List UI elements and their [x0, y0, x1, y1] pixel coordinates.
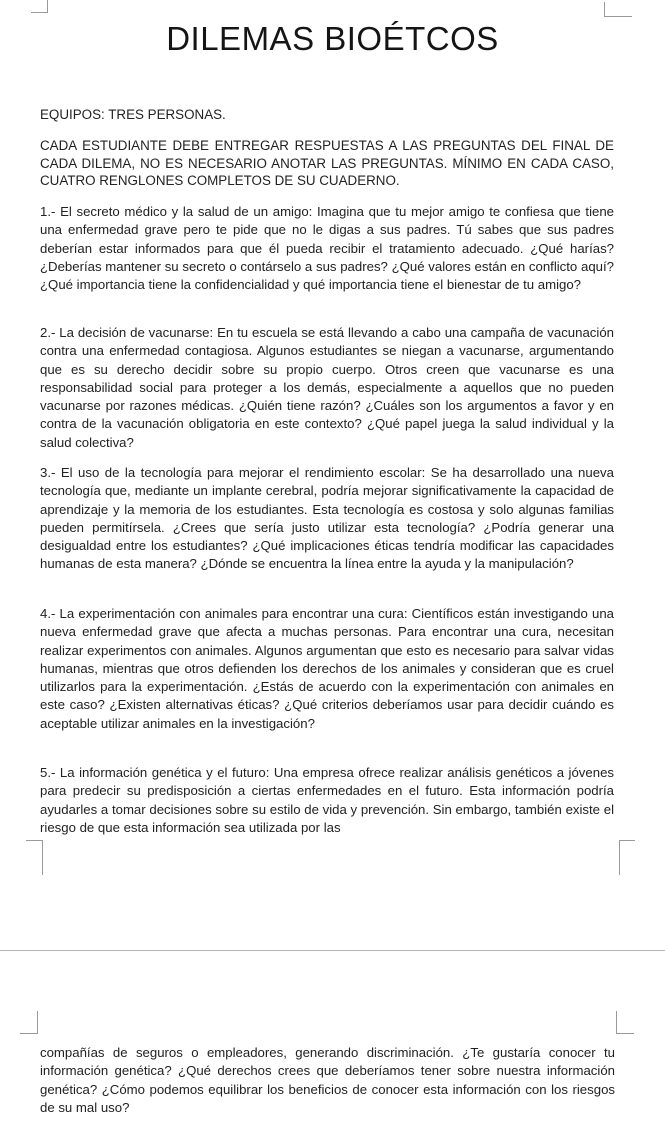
- crop-mark-top-left: [31, 0, 48, 13]
- dilemma-5: 5.- La información genética y el futuro: Una empresa ofrece realizar análisis genéticos a jóvenes para predecir su predisposición a ciertas enfermedades en el futuro. Esta información podría ayudarles a tomar decisiones sobre su estilo de vida y prevención. Sin embargo, también existe el riesgo de que esta información sea utilizada por las: [40, 765, 614, 835]
- instructions: CADA ESTUDIANTE DEBE ENTREGAR RESPUESTAS A LAS PREGUNTAS DEL FINAL DE CADA DILEMA, NO ES NECESARIO ANOTAR LAS PREGUNTAS. MÍNIMO EN CADA CASO, CUATRO RENGLONES COMPLETOS DE SU CUADERNO.: [40, 138, 614, 188]
- dilemma-4: 4.- La experimentación con animales para encontrar una cura: Científicos están investigando una nueva enfermedad grave que afecta a muchas personas. Para encontrar una cura, necesitan realizar experimentos con animales. Algunos argumentan que esto es necesario para salvar vidas humanas, mientras que otros defienden los derechos de los animales y consideran que es cruel utilizarlos para la experimentación. ¿Estás de acuerdo con la experimentación con animales en este caso? ¿Existen alternativas éticas? ¿Qué criterios deberíamos usar para decidir cuándo es aceptable utilizar animales en la investigación?: [40, 606, 614, 731]
- dilemma-3: 3.- El uso de la tecnología para mejorar el rendimiento escolar: Se ha desarrollado una nueva tecnología que, mediante un implante cerebral, podría mejorar significativamente la capacidad de aprendizaje y la memoria de los estudiantes. Esta tecnología es costosa y solo algunas familias pueden permitírsela. ¿Crees que sería justo utilizar esta tecnología? ¿Podría generar una desigualdad entre los estudiantes? ¿Qué implicaciones éticas tendría modificar las capacidades humanas de esta manera? ¿Dónde se encuentra la línea entre la ayuda y la manipulación?: [40, 465, 614, 572]
- crop-mark-bottom-left: [26, 840, 43, 875]
- crop-mark-page2-top-right: [616, 1011, 634, 1034]
- crop-mark-top-right: [604, 2, 632, 17]
- crop-mark-page2-top-left: [20, 1011, 38, 1034]
- dilemma-5-continuation: compañías de seguros o empleadores, generando discriminación. ¿Te gustaría conocer tu información genética? ¿Qué derechos crees que deberíamos tener sobre nuestra información genética? ¿Cómo podemos equilibrar los beneficios de conocer esta información con los riesgos de su mal uso?: [40, 1045, 615, 1115]
- teams-note: EQUIPOS: TRES PERSONAS.: [40, 107, 226, 122]
- dilemma-2: 2.- La decisión de vacunarse: En tu escuela se está llevando a cabo una campaña de vacunación contra una enfermedad contagiosa. Algunos estudiantes se niegan a vacunarse, argumentando que es su derecho decidir sobre su propio cuerpo. Otros creen que vacunarse es una responsabilidad social para proteger a los demás, especialmente a aquellos que no pueden vacunarse por razones médicas. ¿Quién tiene razón? ¿Cuáles son los argumentos a favor y en contra de la vacunación obligatoria en este contexto? ¿Qué papel juega la salud individual y la salud colectiva?: [40, 325, 614, 450]
- crop-mark-bottom-right: [619, 840, 635, 875]
- page-title: DILEMAS BIOÉTCOS: [166, 20, 499, 57]
- page-break-divider: [0, 950, 665, 951]
- dilemma-1: 1.- El secreto médico y la salud de un amigo: Imagina que tu mejor amigo te confiesa que tiene una enfermedad grave pero te pide que no le digas a sus padres. Tú sabes que sus padres deberían estar informados para que él pueda recibir el tratamiento adecuado. ¿Qué harías? ¿Deberías mantener su secreto o contárselo a sus padres? ¿Qué valores están en conflicto aquí? ¿Qué importancia tiene la confidencialidad y qué importancia tiene el bienestar de tu amigo?: [40, 204, 614, 293]
